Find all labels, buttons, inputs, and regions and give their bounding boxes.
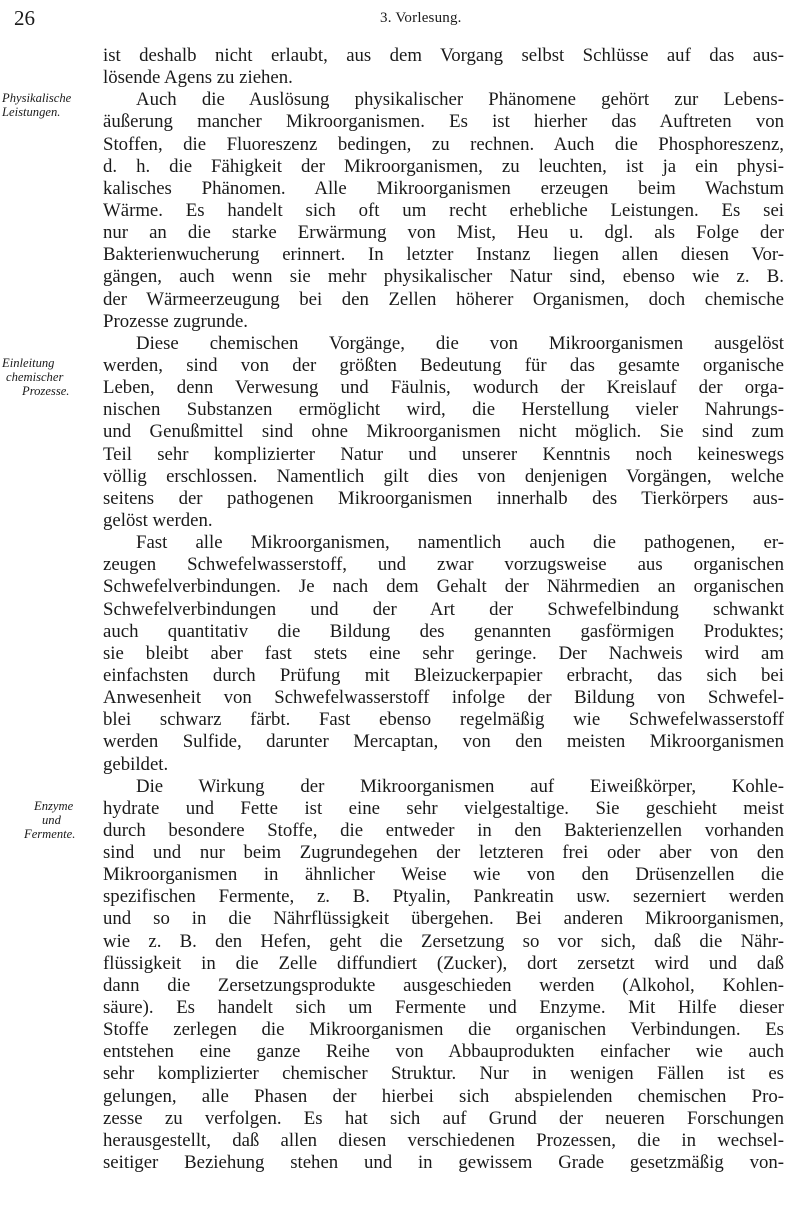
margin-note-line: Enzyme: [34, 799, 74, 813]
text-line: wie z. B. den Hefen, geht die Zersetzung so vor sich, daß die Nähr-: [103, 930, 784, 952]
text-line: zesse zu verfolgen. Es hat sich auf Grund der neueren Forschungen: [103, 1107, 784, 1129]
text-line: werden Sulfide, darunter Mercaptan, von den meisten Mikroorganismen: [103, 731, 784, 753]
text-line: entstehen eine ganze Reihe von Abbauprodukten einfacher wie auch: [103, 1041, 784, 1063]
text-line: und so in die Nährflüssigkeit übergehen. Bei anderen Mikroorganismen,: [103, 908, 784, 930]
margin-note-line: Physikalische: [2, 91, 72, 105]
text-line: Fast alle Mikroorganismen, namentlich auch die pathogenen, er-: [136, 532, 784, 554]
text-line: ist deshalb nicht erlaubt, aus dem Vorgang selbst Schlüsse auf das aus-: [103, 45, 784, 66]
running-head: 3. Vorlesung.: [380, 10, 462, 26]
text-line: sind und nur beim Zugrundegehen der letzteren frei oder aber von den: [103, 842, 784, 864]
text-line: Wärme. Es handelt sich oft um recht erhebliche Leistungen. Es sei: [103, 199, 784, 221]
body-text: [103, 45, 784, 1196]
text-line: gebildet.: [103, 753, 169, 775]
text-line: Teil sehr komplizierter Natur und unserer Kenntnis noch keineswegs: [103, 443, 784, 465]
text-line: Auch die Auslösung physikalischer Phänomene gehört zur Lebens-: [136, 89, 784, 111]
text-line: seitiger Beziehung stehen und in gewissem Grade gesetzmäßig von-: [103, 1152, 784, 1174]
margin-note-line: und: [42, 813, 61, 827]
margin-note-line: chemischer: [6, 370, 64, 384]
text-line: lösende Agens zu ziehen.: [103, 67, 293, 89]
text-line: Mikroorganismen in ähnlicher Weise wie von den Drüsenzellen die: [103, 864, 784, 886]
text-line: spezifischen Fermente, z. B. Ptyalin, Pankreatin usw. sezerniert werden: [103, 886, 784, 908]
text-line: gängen, auch wenn sie mehr physikalischer Natur sind, ebenso wie z. B.: [103, 266, 784, 288]
text-line: äußerung mancher Mikroorganismen. Es ist hierher das Auftreten von: [103, 111, 784, 133]
text-line: durch besondere Stoffe, die entweder in den Bakterienzellen vorhanden: [103, 819, 784, 841]
text-line: Diese chemischen Vorgänge, die von Mikroorganismen ausgelöst: [136, 332, 784, 354]
text-line: sie bleibt aber fast stets eine sehr geringe. Der Nachweis wird am: [103, 642, 784, 664]
text-line: Schwefelverbindungen. Je nach dem Gehalt der Nährmedien an organischen: [103, 576, 784, 598]
text-line: kalisches Phänomen. Alle Mikroorganismen erzeugen beim Wachstum: [103, 177, 784, 199]
text-line: der Wärmeerzeugung bei den Zellen höherer Organismen, doch chemische: [103, 288, 784, 310]
text-line: Schwefelverbindungen und der Art der Schwefelbindung schwankt: [103, 598, 784, 620]
margin-note-enzyme-und-fermente: [2, 799, 98, 841]
text-line: Stoffen, die Fluoreszenz bedingen, zu rechnen. Auch die Phosphoreszenz,: [103, 133, 784, 155]
text-line: zeugen Schwefelwasserstoff, und zwar vorzugsweise aus organischen: [103, 554, 784, 576]
text-line: flüssigkeit in die Zelle diffundiert (Zucker), dort zersetzt wird und daß: [103, 952, 784, 974]
margin-note-line: Prozesse.: [22, 384, 70, 398]
text-line: hydrate und Fette ist eine sehr vielgestaltige. Sie geschieht meist: [103, 797, 784, 819]
text-line: Stoffe zerlegen die Mikroorganismen die organischen Verbindungen. Es: [103, 1019, 784, 1041]
text-line: gelöst werden.: [103, 509, 213, 531]
text-line: Die Wirkung der Mikroorganismen auf Eiweißkörper, Kohle-: [136, 775, 784, 797]
margin-note-line: Leistungen.: [2, 105, 61, 119]
text-line: säure). Es handelt sich um Fermente und Enzyme. Mit Hilfe dieser: [103, 997, 784, 1019]
text-line: blei schwarz färbt. Fast ebenso regelmäßig wie Schwefelwasserstoff: [103, 709, 784, 731]
text-line: werden, sind von der größten Bedeutung für das gesamte organische: [103, 354, 784, 376]
text-line: Anwesenheit von Schwefelwasserstoff infolge der Bildung von Schwefel-: [103, 687, 784, 709]
text-line: völlig erschlossen. Namentlich gilt dies von denjenigen Vorgängen, welche: [103, 465, 784, 487]
text-line: seitens der pathogenen Mikroorganismen innerhalb des Tierkörpers aus-: [103, 487, 784, 509]
text-line: und Genußmittel sind ohne Mikroorganismen nicht möglich. Sie sind zum: [103, 421, 784, 443]
text-line: sehr komplizierter chemischer Struktur. Nur in wenigen Fällen ist es: [103, 1063, 784, 1085]
text-line: dann die Zersetzungsprodukte ausgeschieden werden (Alkohol, Kohlen-: [103, 974, 784, 996]
text-line: nur an die starke Erwärmung von Mist, Heu u. dgl. als Folge der: [103, 222, 784, 244]
text-line: auch quantitativ die Bildung des genannten gasförmigen Produktes;: [103, 620, 784, 642]
text-line: Leben, denn Verwesung und Fäulnis, wodurch der Kreislauf der orga-: [103, 377, 784, 399]
text-line: herausgestellt, daß allen diesen verschiedenen Prozessen, die in wechsel-: [103, 1129, 784, 1151]
margin-note-line: Fermente.: [24, 827, 76, 841]
text-line: einfachsten durch Prüfung mit Bleizuckerpapier erbracht, das sich bei: [103, 664, 784, 686]
margin-note-einleitung-chemischer-prozesse: [2, 356, 98, 398]
text-line: d. h. die Fähigkeit der Mikroorganismen, zu leuchten, ist ja ein physi-: [103, 155, 784, 177]
margin-note-physikalische-leistungen: [2, 91, 98, 119]
page-number: 26: [14, 6, 35, 30]
text-line: gelungen, alle Phasen der hierbei sich abspielenden chemischen Pro-: [103, 1085, 784, 1107]
text-line: Prozesse zugrunde.: [103, 310, 248, 332]
text-line: [103, 1174, 784, 1196]
text-line: Bakterienwucherung erinnert. In letzter Instanz liegen allen diesen Vor-: [103, 244, 784, 266]
text-line: nischen Substanzen ermöglicht wird, die Herstellung vieler Nahrungs-: [103, 399, 784, 421]
margin-note-line: Einleitung: [2, 356, 55, 370]
